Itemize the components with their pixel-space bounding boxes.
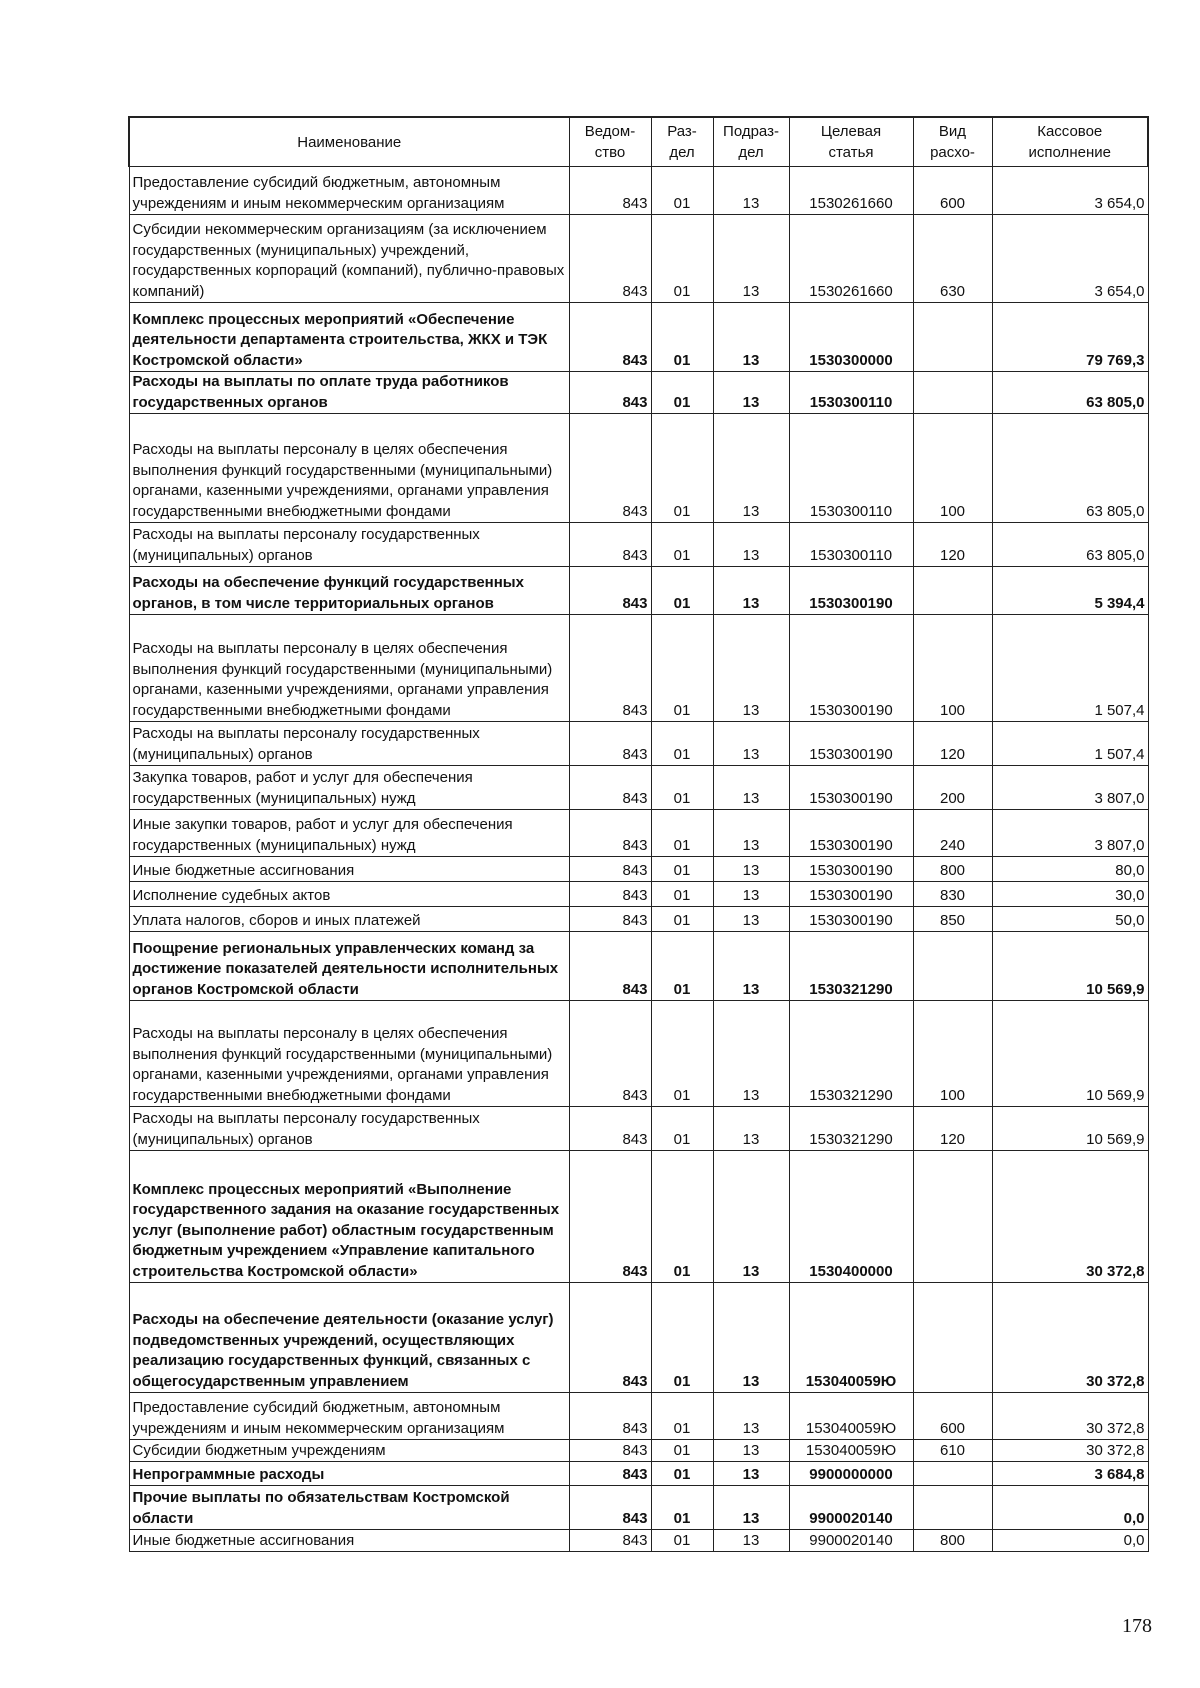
cell-dept: 843 — [569, 932, 651, 1001]
table-row — [129, 414, 1148, 523]
cell-subsection: 13 — [713, 414, 789, 523]
cell-target: 9900020140 — [789, 1486, 913, 1530]
cell-target: 1530321290 — [789, 1001, 913, 1107]
cell-target: 1530300190 — [789, 766, 913, 810]
cell-section: 01 — [651, 1530, 713, 1552]
cell-dept: 843 — [569, 1530, 651, 1552]
cell-name: Предоставление субсидий бюджетным, автономным учреждениям и иным некоммерческим организациям — [129, 167, 569, 215]
cell-section: 01 — [651, 523, 713, 567]
cell-section: 01 — [651, 1440, 713, 1462]
table-row — [129, 1283, 1148, 1393]
cell-subsection: 13 — [713, 1440, 789, 1462]
cell-subsection: 13 — [713, 857, 789, 882]
table-row — [129, 1001, 1148, 1107]
cell-section: 01 — [651, 372, 713, 414]
cell-section: 01 — [651, 1393, 713, 1440]
table-row — [129, 1530, 1148, 1552]
cell-type: 610 — [913, 1440, 992, 1462]
table-row — [129, 1486, 1148, 1530]
cell-dept: 843 — [569, 766, 651, 810]
cell-type — [913, 303, 992, 372]
cell-type: 100 — [913, 414, 992, 523]
cell-target: 1530300110 — [789, 523, 913, 567]
cell-section: 01 — [651, 1283, 713, 1393]
cell-name: Предоставление субсидий бюджетным, автономным учреждениям и иным некоммерческим организациям — [129, 1393, 569, 1440]
cell-amount: 3 684,8 — [992, 1462, 1148, 1486]
cell-name: Расходы на выплаты по оплате труда работников государственных органов — [129, 372, 569, 414]
table-row — [129, 1151, 1148, 1283]
header-subsection: Подраз- дел — [713, 117, 789, 167]
cell-target: 1530300110 — [789, 414, 913, 523]
cell-section: 01 — [651, 567, 713, 615]
cell-target: 153040059Ю — [789, 1440, 913, 1462]
cell-dept: 843 — [569, 810, 651, 857]
cell-amount: 63 805,0 — [992, 523, 1148, 567]
cell-target: 153040059Ю — [789, 1393, 913, 1440]
cell-subsection: 13 — [713, 1107, 789, 1151]
table-row — [129, 907, 1148, 932]
cell-dept: 843 — [569, 523, 651, 567]
table-row — [129, 1393, 1148, 1440]
header-target: Целевая статья — [789, 117, 913, 167]
cell-subsection: 13 — [713, 372, 789, 414]
cell-subsection: 13 — [713, 1283, 789, 1393]
cell-name: Расходы на выплаты персоналу в целях обеспечения выполнения функций государственными (муниципальными) органами, казенными учреждениями, органами управления государственными внебюджетными фондами — [129, 414, 569, 523]
cell-amount: 10 569,9 — [992, 1001, 1148, 1107]
table-row — [129, 615, 1148, 722]
cell-section: 01 — [651, 810, 713, 857]
cell-amount: 63 805,0 — [992, 414, 1148, 523]
cell-amount: 3 654,0 — [992, 167, 1148, 215]
cell-subsection: 13 — [713, 1151, 789, 1283]
cell-dept: 843 — [569, 567, 651, 615]
cell-name: Расходы на выплаты персоналу государственных (муниципальных) органов — [129, 1107, 569, 1151]
cell-dept: 843 — [569, 303, 651, 372]
cell-dept: 843 — [569, 615, 651, 722]
cell-name: Субсидии некоммерческим организациям (за исключением государственных (муниципальных) учреждений, государственных корпораций (компаний), публично-правовых компаний) — [129, 215, 569, 303]
cell-name: Расходы на выплаты персоналу в целях обеспечения выполнения функций государственными (муниципальными) органами, казенными учреждениями, органами управления государственными внебюджетными фондами — [129, 615, 569, 722]
cell-subsection: 13 — [713, 810, 789, 857]
cell-name: Непрограммные расходы — [129, 1462, 569, 1486]
cell-subsection: 13 — [713, 907, 789, 932]
cell-subsection: 13 — [713, 523, 789, 567]
cell-subsection: 13 — [713, 1462, 789, 1486]
cell-amount: 3 807,0 — [992, 810, 1148, 857]
cell-name: Расходы на обеспечение деятельности (оказание услуг) подведомственных учреждений, осуществляющих реализацию государственных функций, связанных с общегосударственным управлением — [129, 1283, 569, 1393]
cell-subsection: 13 — [713, 567, 789, 615]
cell-section: 01 — [651, 1107, 713, 1151]
cell-name: Расходы на выплаты персоналу в целях обеспечения выполнения функций государственными (муниципальными) органами, казенными учреждениями, органами управления государственными внебюджетными фондами — [129, 1001, 569, 1107]
cell-subsection: 13 — [713, 167, 789, 215]
cell-section: 01 — [651, 615, 713, 722]
cell-type — [913, 1486, 992, 1530]
cell-amount: 0,0 — [992, 1486, 1148, 1530]
cell-name: Прочие выплаты по обязательствам Костромской области — [129, 1486, 569, 1530]
header-name: Наименование — [129, 117, 569, 167]
cell-target: 153040059Ю — [789, 1283, 913, 1393]
cell-name: Иные бюджетные ассигнования — [129, 1530, 569, 1552]
cell-target: 1530300190 — [789, 567, 913, 615]
cell-amount: 79 769,3 — [992, 303, 1148, 372]
cell-name: Расходы на выплаты персоналу государственных (муниципальных) органов — [129, 523, 569, 567]
cell-subsection: 13 — [713, 303, 789, 372]
cell-subsection: 13 — [713, 722, 789, 766]
header-type: Вид расхо- — [913, 117, 992, 167]
cell-amount: 63 805,0 — [992, 372, 1148, 414]
cell-target: 1530400000 — [789, 1151, 913, 1283]
cell-target: 1530300190 — [789, 882, 913, 907]
cell-name: Иные бюджетные ассигнования — [129, 857, 569, 882]
table-row — [129, 766, 1148, 810]
cell-name: Закупка товаров, работ и услуг для обеспечения государственных (муниципальных) нужд — [129, 766, 569, 810]
cell-type — [913, 1283, 992, 1393]
cell-subsection: 13 — [713, 1530, 789, 1552]
table-header-row — [129, 117, 1148, 167]
cell-target: 1530300110 — [789, 372, 913, 414]
cell-dept: 843 — [569, 372, 651, 414]
table-row — [129, 857, 1148, 882]
cell-type: 630 — [913, 215, 992, 303]
table-row — [129, 810, 1148, 857]
cell-section: 01 — [651, 1486, 713, 1530]
table-row — [129, 722, 1148, 766]
cell-amount: 3 807,0 — [992, 766, 1148, 810]
cell-type: 120 — [913, 1107, 992, 1151]
cell-type — [913, 1462, 992, 1486]
cell-subsection: 13 — [713, 1001, 789, 1107]
cell-dept: 843 — [569, 1283, 651, 1393]
cell-amount: 30,0 — [992, 882, 1148, 907]
cell-section: 01 — [651, 907, 713, 932]
cell-dept: 843 — [569, 1151, 651, 1283]
cell-section: 01 — [651, 722, 713, 766]
cell-target: 1530300190 — [789, 810, 913, 857]
table-row — [129, 1440, 1148, 1462]
cell-subsection: 13 — [713, 882, 789, 907]
cell-target: 1530300190 — [789, 722, 913, 766]
cell-dept: 843 — [569, 1001, 651, 1107]
cell-section: 01 — [651, 215, 713, 303]
cell-amount: 50,0 — [992, 907, 1148, 932]
cell-amount: 30 372,8 — [992, 1283, 1148, 1393]
cell-amount: 30 372,8 — [992, 1151, 1148, 1283]
cell-type — [913, 567, 992, 615]
table-row — [129, 1107, 1148, 1151]
cell-section: 01 — [651, 1151, 713, 1283]
cell-target: 1530261660 — [789, 167, 913, 215]
cell-type: 850 — [913, 907, 992, 932]
cell-type — [913, 1151, 992, 1283]
cell-name: Субсидии бюджетным учреждениям — [129, 1440, 569, 1462]
cell-target: 1530300190 — [789, 857, 913, 882]
cell-amount: 0,0 — [992, 1530, 1148, 1552]
cell-type — [913, 372, 992, 414]
cell-type: 240 — [913, 810, 992, 857]
cell-dept: 843 — [569, 167, 651, 215]
cell-dept: 843 — [569, 215, 651, 303]
cell-section: 01 — [651, 303, 713, 372]
cell-type: 200 — [913, 766, 992, 810]
cell-section: 01 — [651, 932, 713, 1001]
cell-name: Комплекс процессных мероприятий «Выполнение государственного задания на оказание государственных услуг (выполнение работ) областным государственным бюджетным учреждением «Управление капитального строительства Костромской области» — [129, 1151, 569, 1283]
cell-section: 01 — [651, 1001, 713, 1107]
cell-type: 800 — [913, 857, 992, 882]
cell-target: 1530321290 — [789, 1107, 913, 1151]
cell-type: 600 — [913, 167, 992, 215]
cell-subsection: 13 — [713, 932, 789, 1001]
cell-dept: 843 — [569, 1393, 651, 1440]
cell-name: Расходы на обеспечение функций государственных органов, в том числе территориальных органов — [129, 567, 569, 615]
cell-section: 01 — [651, 414, 713, 523]
table-row — [129, 167, 1148, 215]
cell-dept: 843 — [569, 1107, 651, 1151]
cell-dept: 843 — [569, 857, 651, 882]
cell-amount: 3 654,0 — [992, 215, 1148, 303]
cell-subsection: 13 — [713, 215, 789, 303]
cell-target: 1530321290 — [789, 932, 913, 1001]
table-row — [129, 882, 1148, 907]
table-row — [129, 1462, 1148, 1486]
cell-target: 9900020140 — [789, 1530, 913, 1552]
cell-type: 120 — [913, 722, 992, 766]
page-number: 178 — [1122, 1615, 1152, 1637]
cell-section: 01 — [651, 167, 713, 215]
budget-execution-table — [128, 116, 1149, 1552]
cell-amount: 30 372,8 — [992, 1393, 1148, 1440]
cell-subsection: 13 — [713, 615, 789, 722]
cell-dept: 843 — [569, 1462, 651, 1486]
table-row — [129, 303, 1148, 372]
cell-amount: 80,0 — [992, 857, 1148, 882]
header-section: Раз- дел — [651, 117, 713, 167]
table-row — [129, 932, 1148, 1001]
table-row — [129, 567, 1148, 615]
table-row — [129, 372, 1148, 414]
cell-type: 600 — [913, 1393, 992, 1440]
cell-dept: 843 — [569, 1440, 651, 1462]
cell-amount: 1 507,4 — [992, 615, 1148, 722]
cell-section: 01 — [651, 1462, 713, 1486]
cell-amount: 5 394,4 — [992, 567, 1148, 615]
cell-section: 01 — [651, 882, 713, 907]
cell-type — [913, 932, 992, 1001]
cell-target: 1530300190 — [789, 615, 913, 722]
cell-section: 01 — [651, 857, 713, 882]
cell-type: 100 — [913, 615, 992, 722]
cell-amount: 10 569,9 — [992, 932, 1148, 1001]
cell-name: Поощрение региональных управленческих команд за достижение показателей деятельности исполнительных органов Костромской области — [129, 932, 569, 1001]
header-dept: Ведом- ство — [569, 117, 651, 167]
cell-type: 100 — [913, 1001, 992, 1107]
table-row — [129, 523, 1148, 567]
cell-dept: 843 — [569, 882, 651, 907]
cell-target: 1530300000 — [789, 303, 913, 372]
cell-subsection: 13 — [713, 1393, 789, 1440]
cell-amount: 1 507,4 — [992, 722, 1148, 766]
cell-dept: 843 — [569, 414, 651, 523]
cell-amount: 10 569,9 — [992, 1107, 1148, 1151]
cell-type: 800 — [913, 1530, 992, 1552]
cell-name: Расходы на выплаты персоналу государственных (муниципальных) органов — [129, 722, 569, 766]
cell-target: 1530300190 — [789, 907, 913, 932]
cell-section: 01 — [651, 766, 713, 810]
cell-dept: 843 — [569, 722, 651, 766]
cell-name: Исполнение судебных актов — [129, 882, 569, 907]
header-amount: Кассовое исполнение — [992, 117, 1148, 167]
cell-amount: 30 372,8 — [992, 1440, 1148, 1462]
cell-type: 830 — [913, 882, 992, 907]
cell-name: Иные закупки товаров, работ и услуг для обеспечения государственных (муниципальных) нужд — [129, 810, 569, 857]
cell-target: 9900000000 — [789, 1462, 913, 1486]
cell-dept: 843 — [569, 907, 651, 932]
cell-target: 1530261660 — [789, 215, 913, 303]
table-body — [129, 167, 1148, 1552]
cell-name: Уплата налогов, сборов и иных платежей — [129, 907, 569, 932]
cell-subsection: 13 — [713, 766, 789, 810]
cell-subsection: 13 — [713, 1486, 789, 1530]
cell-name: Комплекс процессных мероприятий «Обеспечение деятельности департамента строительства, ЖКХ и ТЭК Костромской области» — [129, 303, 569, 372]
cell-dept: 843 — [569, 1486, 651, 1530]
table-row — [129, 215, 1148, 303]
cell-type: 120 — [913, 523, 992, 567]
